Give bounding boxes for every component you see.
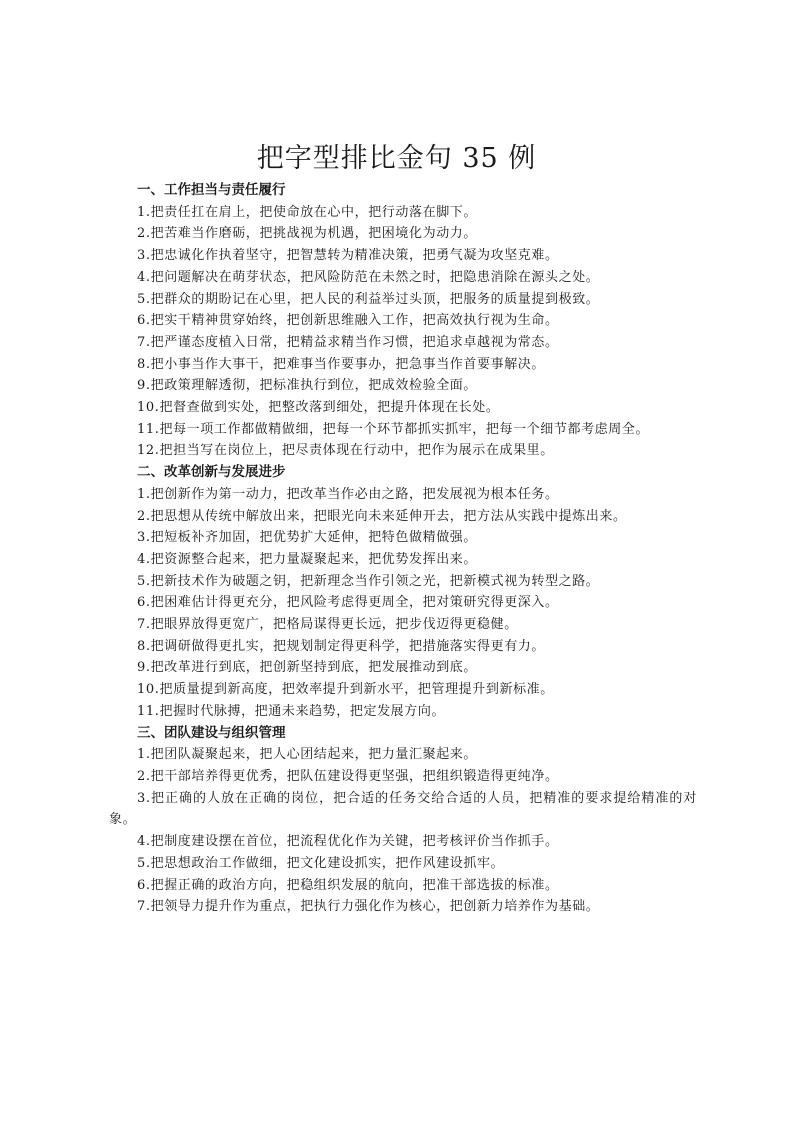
- list-item: 2.把思想从传统中解放出来，把眼光向未来延伸开去，把方法从实践中提炼出来。: [137, 508, 627, 524]
- list-item: 5.把群众的期盼记在心里，把人民的利益举过头顶，把服务的质量提到极致。: [137, 291, 600, 307]
- document-body: [109, 180, 697, 918]
- list-item: 2.把苦难当作磨砺，把挑战视为机遇，把困境化为动力。: [137, 226, 478, 242]
- section-team-organization: [109, 723, 697, 918]
- list-item: 4.把资源整合起来，把力量凝聚起来，把优势发挥出来。: [137, 551, 478, 567]
- list-item: 7.把领导力提升作为重点，把执行力强化作为核心，把创新力培养作为基础。: [137, 899, 600, 915]
- list-item: 8.把小事当作大事干，把难事当作要事办，把急事当作首要事解决。: [137, 356, 546, 372]
- list-item: 10.把质量提到新高度，把效率提升到新水平，把管理提升到新标准。: [137, 682, 554, 698]
- list-item: 12.把担当写在岗位上，把尽责体现在行动中，把作为展示在成果里。: [137, 443, 554, 459]
- list-item: 7.把严谨态度植入日常，把精益求精当作习惯，把追求卓越视为常态。: [137, 334, 559, 350]
- list-item: 9.把改革进行到底，把创新坚持到底，把发展推动到底。: [137, 660, 478, 676]
- list-item: 2.把干部培养得更优秀，把队伍建设得更坚强，把组织锻造得更纯净。: [137, 768, 559, 784]
- document-title: 把字型排比金句 35 例: [256, 143, 537, 174]
- list-item: 1.把团队凝聚起来，把人心团结起来，把力量汇聚起来。: [137, 747, 478, 763]
- section-work-responsibility: [109, 180, 697, 462]
- list-item: 7.把眼界放得更宽广，把格局谋得更长远，把步伐迈得更稳健。: [137, 617, 518, 633]
- list-item: 4.把问题解决在萌芽状态，把风险防范在未然之时，把隐患消除在源头之处。: [137, 269, 600, 285]
- section-reform-innovation: [109, 462, 697, 722]
- list-item: 1.把责任扛在肩上，把使命放在心中，把行动落在脚下。: [137, 204, 478, 220]
- section-heading: 三、团队建设与组织管理: [137, 724, 286, 741]
- list-item: 5.把思想政治工作做细，把文化建设抓实，把作风建设抓牢。: [137, 855, 505, 871]
- list-item: 1.把创新作为第一动力，把改革当作必由之路，把发展视为根本任务。: [137, 486, 559, 502]
- list-item: 4.把制度建设摆在首位，把流程优化作为关键，把考核评价当作抓手。: [137, 834, 559, 850]
- list-item: 5.把新技术作为破题之钥，把新理念当作引领之光，把新模式视为转型之路。: [137, 573, 600, 589]
- list-item: 3.把忠诚化作执着坚守，把智慧转为精准决策，把勇气凝为攻坚克难。: [137, 248, 559, 264]
- list-item: 3.把正确的人放在正确的岗位，把合适的任务交给合适的人员，把精准的要求提给精准的对象。: [109, 790, 697, 828]
- list-item: 11.把握时代脉搏，把通未来趋势，把定发展方向。: [137, 703, 446, 719]
- list-item: 6.把握正确的政治方向，把稳组织发展的航向，把准干部选拔的标准。: [137, 877, 559, 893]
- section-heading: 一、工作担当与责任履行: [137, 182, 286, 198]
- section-heading: 二、改革创新与发展进步: [137, 464, 286, 481]
- list-item: 11.把每一项工作都做精做细，把每一个环节都抓实抓牢，把每一个细节都考虑周全。: [137, 421, 650, 437]
- list-item: 3.把短板补齐加固，把优势扩大延伸，把特色做精做强。: [137, 530, 478, 546]
- list-item: 6.把实干精神贯穿始终，把创新思维融入工作，把高效执行视为生命。: [137, 313, 559, 329]
- list-item: 9.把政策理解透彻，把标准执行到位，把成效检验全面。: [137, 378, 478, 394]
- list-item: 6.把困难估计得更充分，把风险考虑得更周全，把对策研究得更深入。: [137, 595, 559, 611]
- list-item: 8.把调研做得更扎实，把规划制定得更科学，把措施落实得更有力。: [137, 638, 546, 654]
- list-item: 10.把督查做到实处，把整改落到细处，把提升体现在长处。: [137, 400, 500, 416]
